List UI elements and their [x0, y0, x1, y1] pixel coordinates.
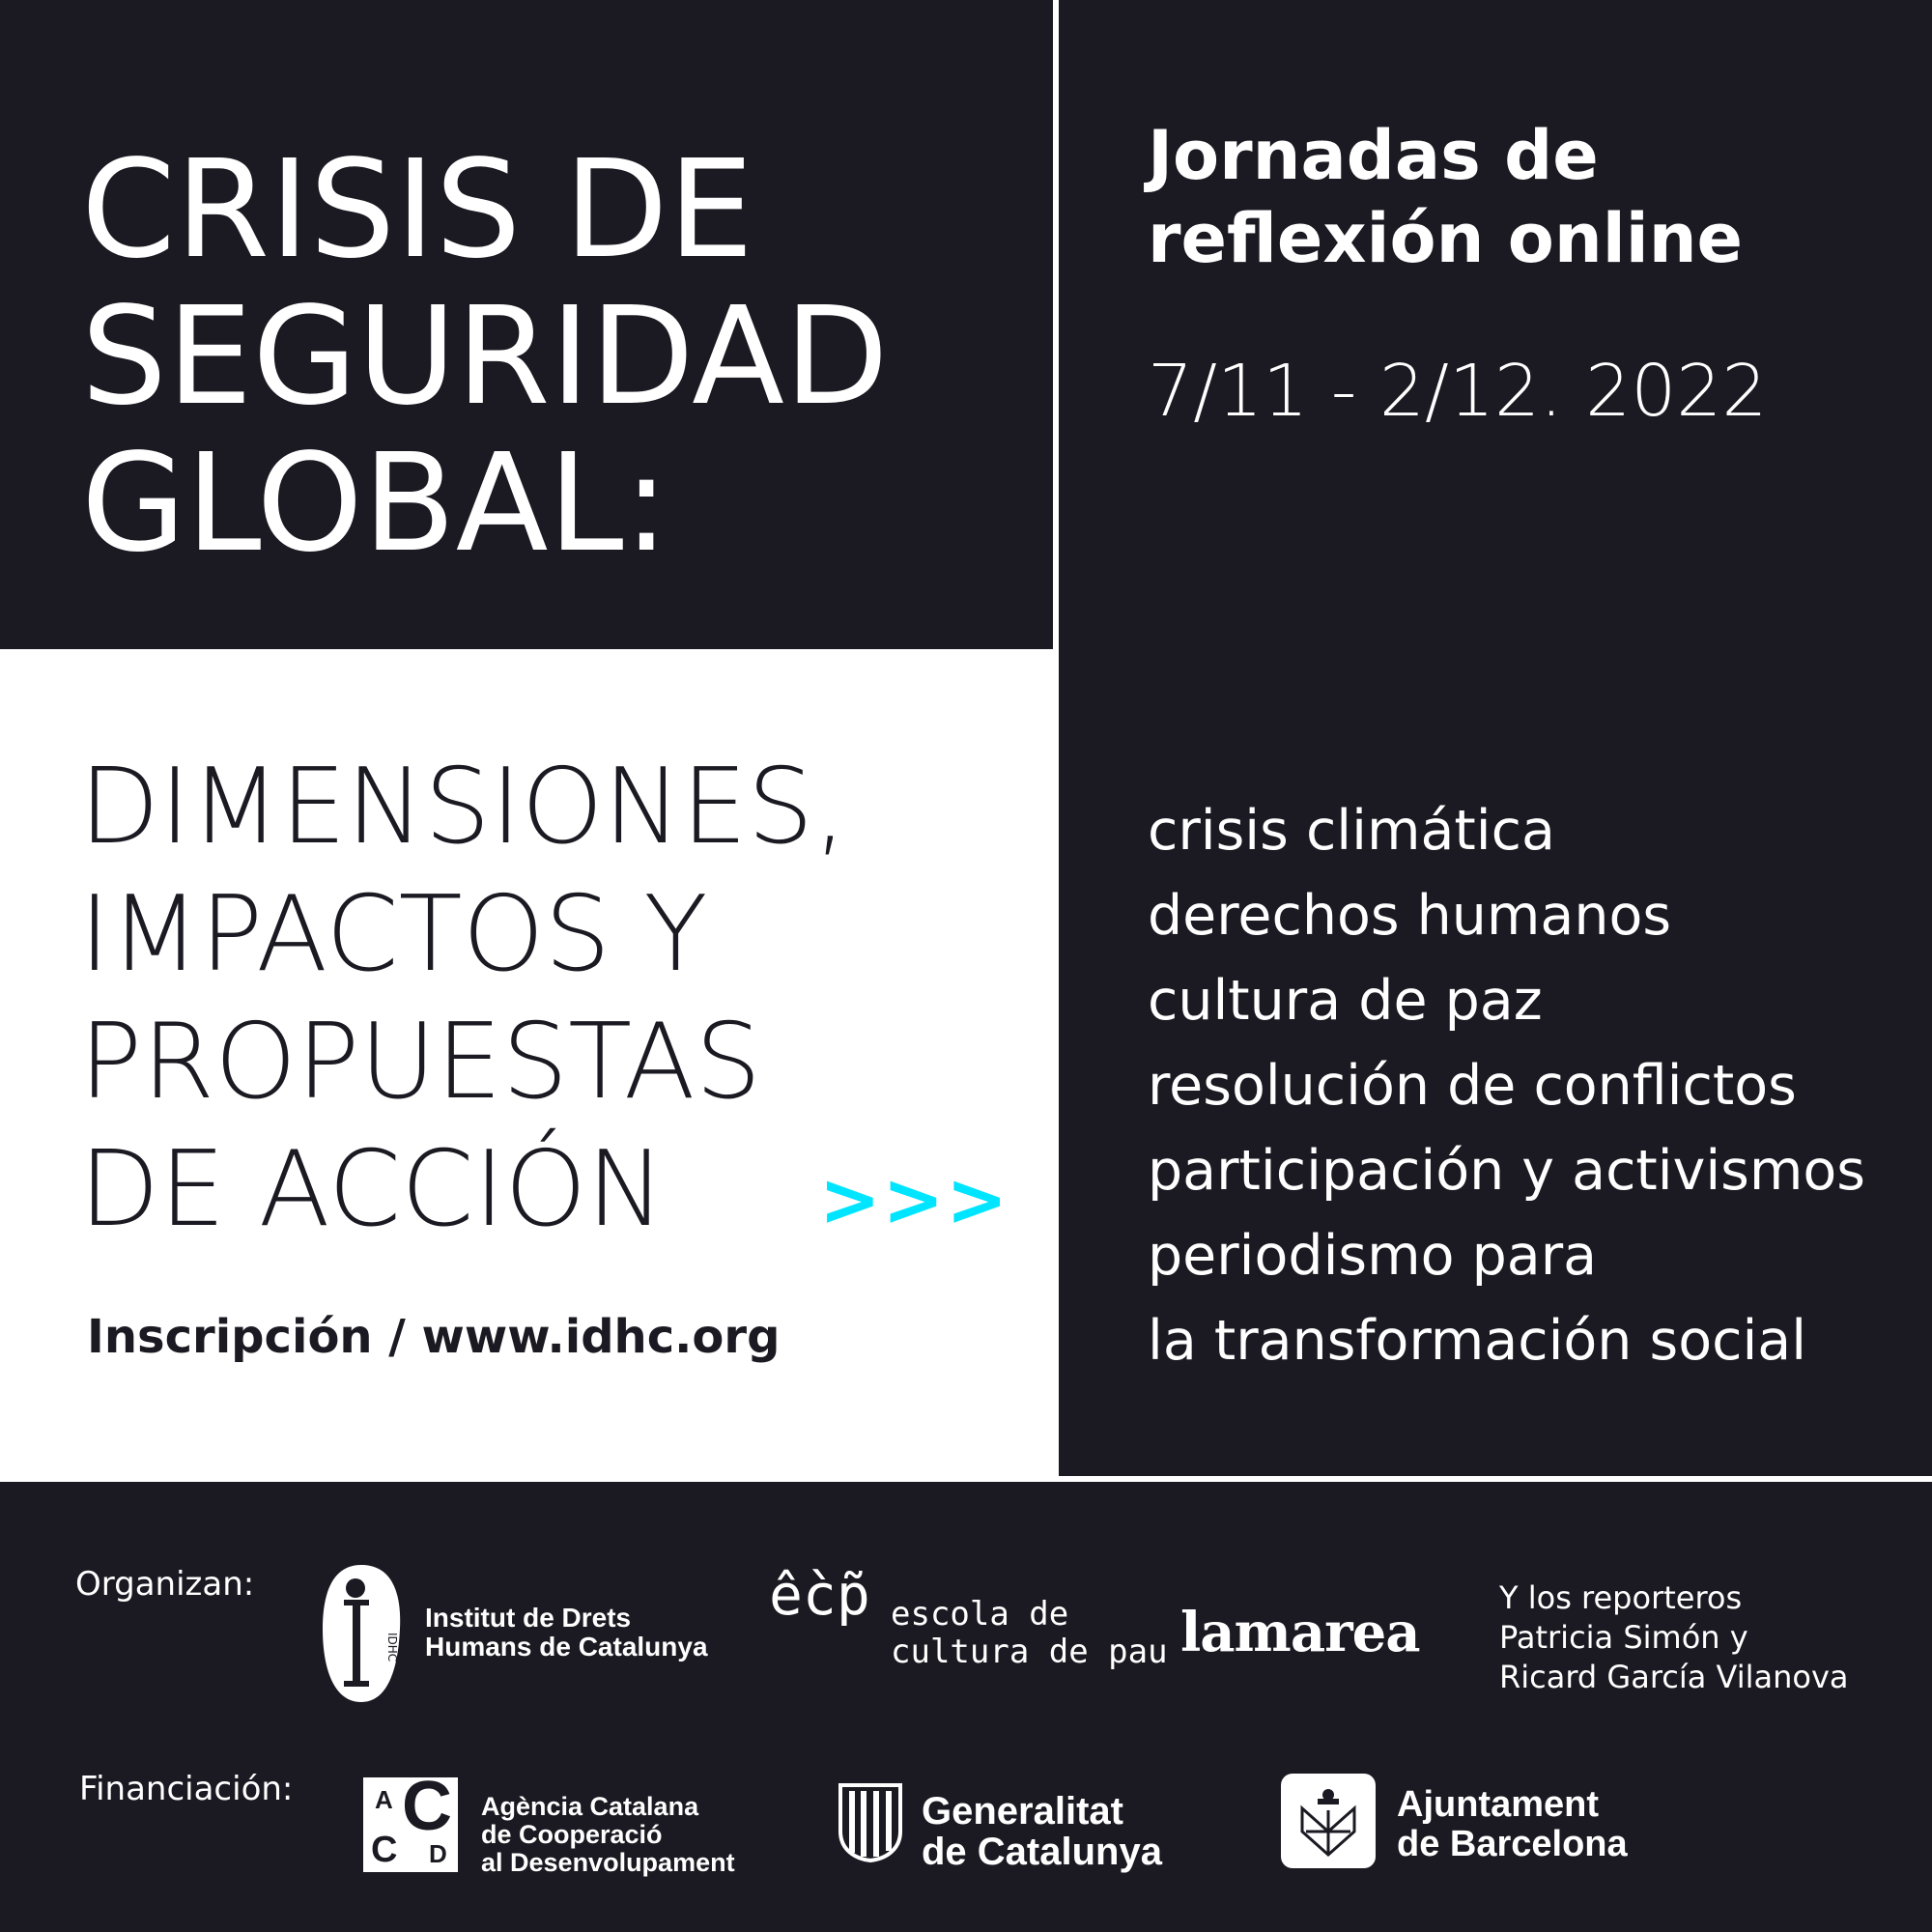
financiacion-label: Financiación: — [79, 1770, 294, 1808]
reporters-line: Y los reporteros — [1499, 1579, 1743, 1616]
topic-item: periodismo para — [1148, 1224, 1598, 1288]
footer — [0, 1482, 1932, 1932]
accd-logo[interactable] — [363, 1768, 769, 1877]
ecp-name-line: escola de — [891, 1595, 1069, 1634]
subtitle-line-4: DE ACCIÓN — [79, 1129, 666, 1250]
subtitle-line-2: IMPACTOS Y — [79, 874, 708, 995]
title-line-2: SEGURIDAD — [81, 278, 889, 436]
svg-text:IDHC: IDHC — [385, 1633, 399, 1662]
title-panel — [0, 0, 1053, 649]
ecp-logo[interactable] — [769, 1562, 1168, 1702]
lamarea-logo[interactable]: lamarea — [1180, 1601, 1420, 1664]
topic-item: la transformación social — [1148, 1309, 1807, 1373]
topic-item: participación y activismos — [1148, 1139, 1865, 1203]
arrows-icon: >>> — [819, 1156, 1010, 1242]
reporters-line: Ricard García Vilanova — [1499, 1659, 1849, 1695]
accd-name-line: de Cooperació — [481, 1819, 663, 1849]
idhc-name-line: Humans de Catalunya — [425, 1632, 708, 1662]
accd-name-line: al Desenvolupament — [481, 1847, 735, 1877]
registration-link[interactable]: Inscripción / www.idhc.org — [87, 1310, 781, 1364]
title-line-3: GLOBAL: — [81, 425, 669, 582]
ajuntament-name-line: de Barcelona — [1397, 1824, 1628, 1865]
ecp-logo-icon: êc̀p̃ — [769, 1562, 870, 1628]
idhc-name-line: Institut de Drets — [425, 1603, 632, 1633]
topic-item: derechos humanos — [1148, 884, 1672, 948]
ecp-name-line: cultura de pau — [891, 1633, 1168, 1672]
organizan-label: Organizan: — [75, 1565, 255, 1604]
idhc-logo[interactable] — [317, 1561, 723, 1706]
ajuntament-logo[interactable] — [1281, 1774, 1667, 1874]
generalitat-logo[interactable] — [837, 1781, 1184, 1874]
subtitle-panel — [0, 649, 1059, 1482]
subtitle-line-3: PROPUESTAS — [79, 1002, 762, 1122]
event-type-line-2: reflexión online — [1148, 199, 1744, 278]
topic-item: resolución de conflictos — [1148, 1054, 1797, 1118]
accd-name-line: Agència Catalana — [481, 1792, 699, 1821]
topic-item: cultura de paz — [1148, 969, 1543, 1033]
reporters-line: Patricia Simón y — [1499, 1619, 1748, 1656]
topics-list — [1148, 788, 1865, 1383]
reporters-credit — [1499, 1578, 1849, 1697]
subtitle-line-1: DIMENSIONES, — [79, 747, 847, 867]
topic-item: crisis climática — [1148, 799, 1555, 863]
event-type-line-1: Jornadas de — [1148, 116, 1599, 195]
event-dates: 7/11 - 2/12. 2022 — [1148, 350, 1768, 433]
generalitat-name-line: de Catalunya — [922, 1831, 1162, 1873]
accd-logo-icon: A C C D — [363, 1777, 458, 1872]
info-panel — [1059, 0, 1932, 1476]
generalitat-logo-icon — [837, 1781, 904, 1862]
generalitat-name-line: Generalitat — [922, 1790, 1123, 1833]
ajuntament-name-line: Ajuntament — [1397, 1784, 1599, 1825]
title-line-1: CRISIS DE — [81, 131, 754, 289]
idhc-logo-icon — [317, 1561, 406, 1706]
barcelona-shield-icon — [1281, 1774, 1376, 1868]
